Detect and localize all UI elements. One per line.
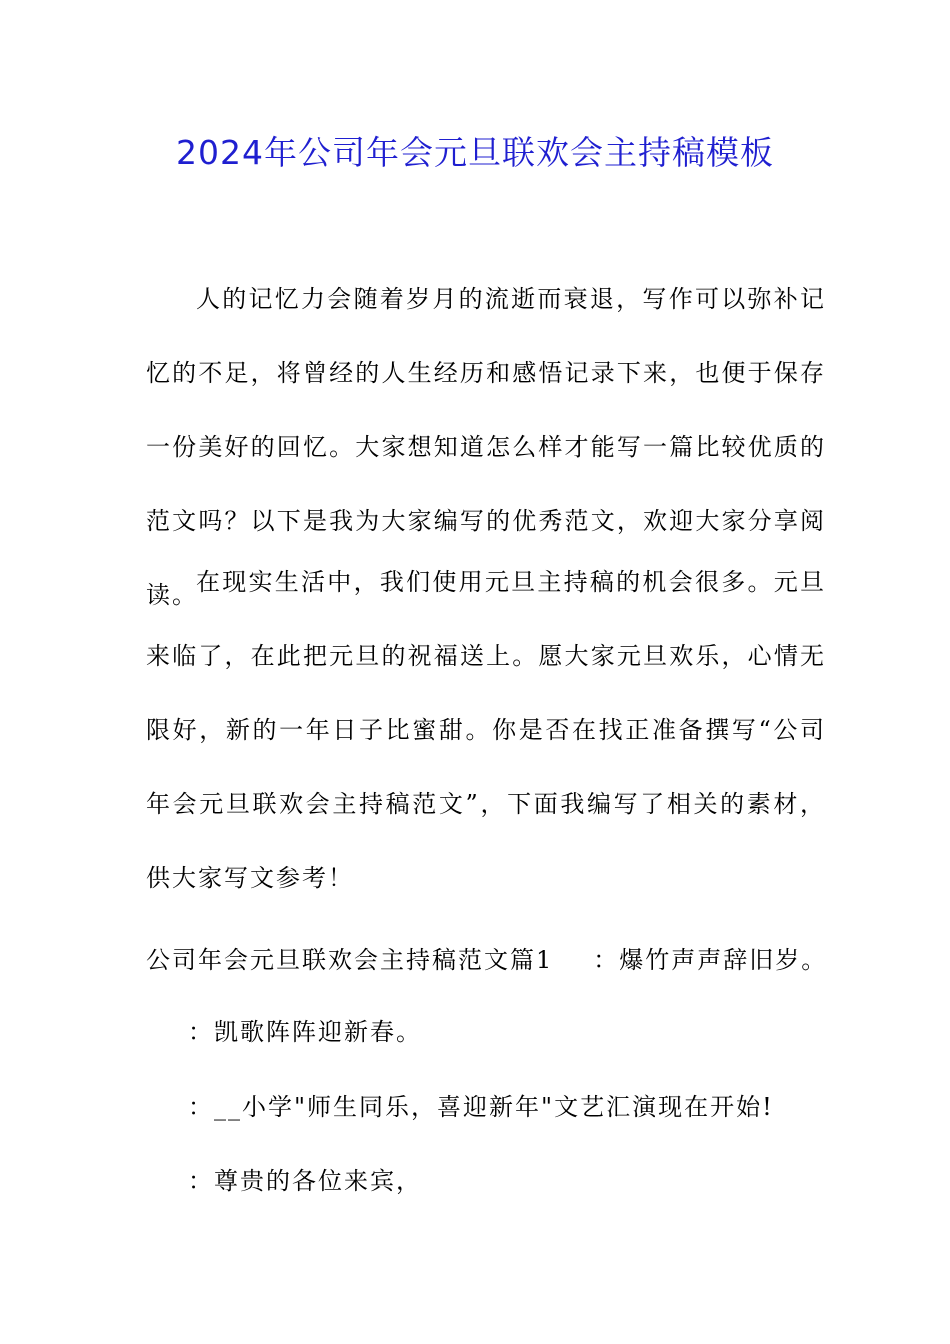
script-line-2: ：凯歌阵阵迎新春。 xyxy=(188,1018,422,1046)
intro-paragraph: 人的记忆力会随着岁月的流逝而衰退，写作可以弥补记忆的不足，将曾经的人生经历和感悟记录下来，也便于保存一份美好的回忆。大家想知道怎么样才能写一篇比较优质的范文吗？以下是我为大家编写的优秀范文，欢迎大家分享阅读。 xyxy=(146,285,826,609)
script-line-1: ：爆竹声声辞旧岁。 xyxy=(593,946,828,974)
section-heading-line xyxy=(146,940,827,980)
script-line-4: ：尊贵的各位来宾， xyxy=(188,1167,422,1195)
script-line-3: ：__小学"师生同乐，喜迎新年"文艺汇演现在开始! xyxy=(188,1093,774,1121)
section-heading: 公司年会元旦联欢会主持稿范文篇1 xyxy=(146,946,554,974)
context-paragraph: 在现实生活中，我们使用元旦主持稿的机会很多。元旦来临了，在此把元旦的祝福送上。愿大家元旦欢乐，心情无限好，新的一年日子比蜜甜。你是否在找正准备撰写“公司年会元旦联欢会主持稿范文”，下面我编写了相关的素材，供大家写文参考！ xyxy=(146,568,826,892)
document-title: 2024年公司年会元旦联欢会主持稿模板 xyxy=(176,133,774,172)
